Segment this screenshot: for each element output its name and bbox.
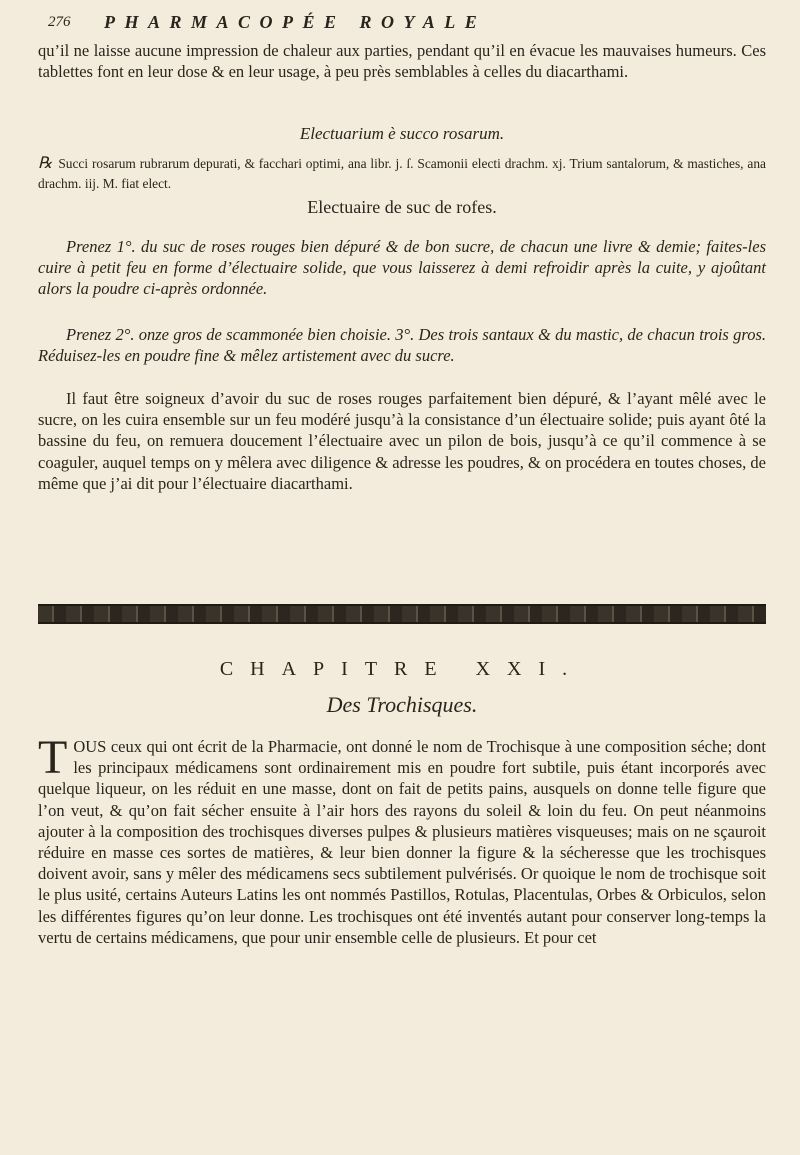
body-paragraph [38,731,766,948]
latin-recipe-text: Succi rosarum rubrarum depurati, & facchari optimi, ana libr. j. ſ. Scamonii electi drachm. xj. Trium santalorum, & mastiches, ana drachm. iij. M. fiat elect. [38,156,766,191]
prenez-second: Prenez 2°. onze gros de scammonée bien choisie. 3°. Des trois santaux & du mastic, de chacun trois gros. Réduisez-les en poudre fine & mêlez artistement avec du sucre. [38,325,766,366]
prenez-first: Prenez 1°. du suc de roses rouges bien dépuré & de bon sucre, de chacun une livre & demie; faites-les cuire à petit feu en forme d’électuaire solide, que vous laisserez à demi refroidir après la cuite, y ajoûtant alors la poudre ci-après ordonnée. [38,237,766,299]
ornamental-rule [38,604,766,624]
drop-cap: T [38,731,68,784]
body-text: OUS ceux qui ont écrit de la Pharmacie, ont donné le nom de Trochisque à une composition séche; dont les principaux médicamens sont ordinairement mis en poudre fort subtile, puis étant incorporés avec quelque liqueur, on les réduit en une masse, dont on fait de petits pains, ausquels on donne telle figure que l’on veut, & qu’on fait sécher ensuite à l’air hors des rayons du soleil & loin du feu. On peut néanmoins ajouter à la composition des trochisques diverses pulpes & plusieurs matières visqueuses; mais on ne sçauroit réduire en masse ces sortes de matières, & leur bien donner la figure & la sécheresse que les trochisques doivent avoir, sans y mêler des médicamens secs subtilement pulvérisés. Or quoique le nom de trochisque soit le plus usité, certains Auteurs Latins les ont nommés Pastillos, Rotulas, Placentulas, Orbes & Orbiculos, selon les différentes figures qu’on leur donne. Les trochisques ont été inventés autant pour conserver long-temps la vertu de certains médicamens, que pour unir ensemble celle de plusieurs. Et pour cet [38,737,766,947]
running-title: PHARMACOPÉE ROYALE [104,12,487,32]
section-title: Des Trochisques. [326,692,478,717]
latin-recipe-title: Electuarium è succo rosarum. [299,124,505,143]
latin-recipe [38,154,766,194]
intro-paragraph: qu’il ne laisse aucune impression de chaleur aux parties, pendant qu’il en évacue les mauvaises humeurs. Ces tablettes font en leur dose & en leur usage, à peu près semblables à celles du diacarthami. [38,41,766,82]
page-header [38,12,766,34]
method-paragraph: Il faut être soigneux d’avoir du suc de roses rouges parfaitement bien dépuré, & l’ayant mêlé avec le sucre, on les cuira ensemble sur un feu modéré jusqu’à la consistance d’un électuaire solide; puis ayant ôté la bassine du feu, on remuera doucement l’électuaire avec un pilon de bois, jusqu’à ce qu’il commence à se coaguler, auquel temps on y mêlera avec diligence & adresse les poudres, & on procédera en toutes choses, de même que j’ai dit pour l’électuaire diacarthami. [38,389,766,493]
recipe-symbol: ℞ [38,155,53,172]
french-recipe-title: Electuaire de suc de rofes. [307,197,497,217]
chapter-heading: CHAPITRE XXI. [219,658,585,680]
page-number: 276 [48,14,71,30]
